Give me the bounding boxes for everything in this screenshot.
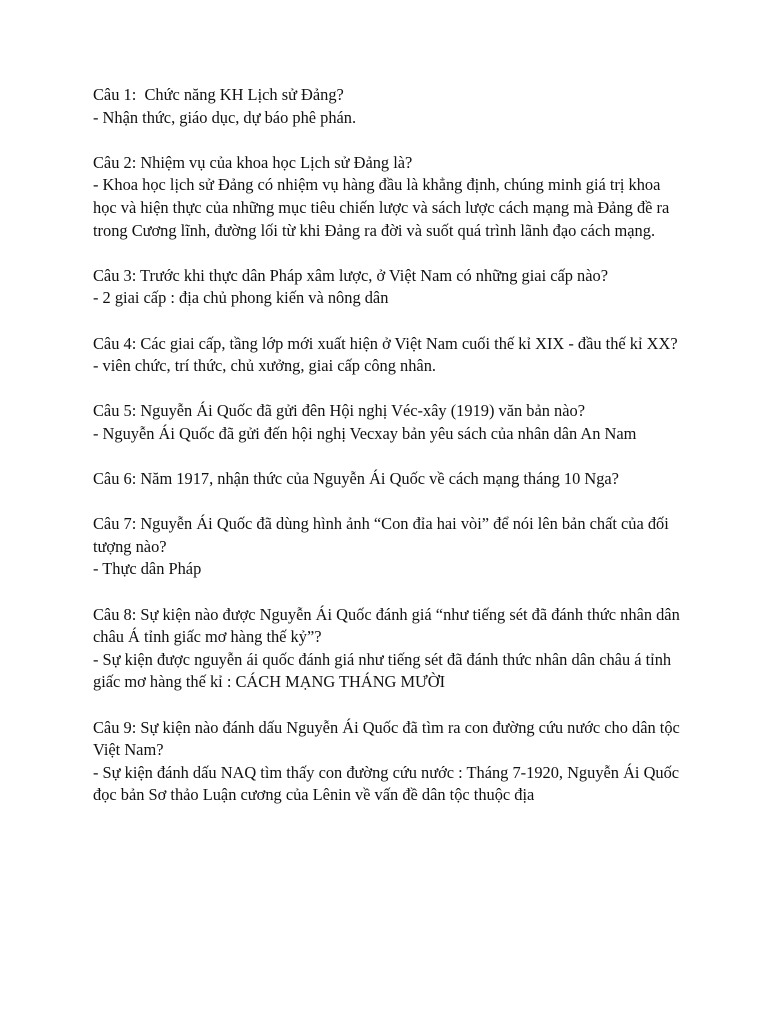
question-text: Câu 5: Nguyễn Ái Quốc đã gửi đên Hội nghị Véc-xây (1919) văn bản nào? — [93, 401, 585, 421]
qa-item — [93, 468, 683, 491]
answer-text: - 2 giai cấp : địa chủ phong kiến và nông dân — [93, 288, 389, 308]
question-text: Câu 7: Nguyễn Ái Quốc đã dùng hình ảnh “Con đỉa hai vòi” để nói lên bản chất của đối tượng nào? — [93, 514, 673, 556]
document-page — [93, 84, 683, 830]
question-text: Câu 2: Nhiệm vụ của khoa học Lịch sử Đảng là? — [93, 152, 413, 172]
question-text: Câu 1: Chức năng KH Lịch sử Đảng? — [93, 85, 344, 104]
answer-text: - Sự kiện được nguyễn ái quốc đánh giá như tiếng sét đã đánh thức nhân dân châu á tỉnh giấc mơ hàng thế kỉ : CÁCH MẠNG THÁNG MƯỜI — [93, 649, 676, 692]
qa-item — [93, 513, 683, 581]
answer-text: - Nhận thức, giáo dục, dự báo phê phán. — [93, 107, 357, 127]
qa-item — [93, 400, 683, 445]
answer-text: - Thực dân Pháp — [93, 559, 202, 579]
qa-item — [93, 604, 683, 694]
question-text: Câu 6: Năm 1917, nhận thức của Nguyễn Ái Quốc về cách mạng tháng 10 Nga? — [93, 469, 619, 489]
qa-item — [93, 265, 683, 310]
question-text: Câu 3: Trước khi thực dân Pháp xâm lược, ở Việt Nam có những giai cấp nào? — [93, 265, 608, 285]
answer-text: - viên chức, trí thức, chủ xưởng, giai cấp công nhân. — [93, 356, 436, 376]
qa-item — [93, 717, 683, 807]
answer-text: - Sự kiện đánh dấu NAQ tìm thấy con đường cứu nước : Tháng 7-1920, Nguyễn Ái Quốc đọc bản Sơ thảo Luận cương của Lênin về vấn đề dân tộc thuộc địa — [93, 762, 684, 805]
answer-text: - Khoa học lịch sử Đảng có nhiệm vụ hàng đầu là khẳng định, chúng minh giá trị khoa học và hiện thực của những mục tiêu chiến lược và sách lược cách mạng mà Đảng đề ra trong Cương lĩnh, đường lối từ khi Đảng ra đời và suốt quá trình lãnh đạo cách mạng. — [93, 175, 674, 240]
answer-text: - Nguyễn Ái Quốc đã gửi đến hội nghị Vecxay bản yêu sách của nhân dân An Nam — [93, 423, 637, 443]
question-text: Câu 8: Sự kiện nào được Nguyễn Ái Quốc đánh giá “như tiếng sét đã đánh thức nhân dân châu Á tỉnh giấc mơ hàng thế kỷ”? — [93, 604, 684, 647]
question-text: Câu 4: Các giai cấp, tầng lớp mới xuất hiện ở Việt Nam cuối thế kỉ XIX - đầu thế kỉ XX? — [93, 333, 678, 353]
qa-item — [93, 152, 683, 242]
question-text: Câu 9: Sự kiện nào đánh dấu Nguyễn Ái Quốc đã tìm ra con đường cứu nước cho dân tộc Việt Nam? — [93, 717, 684, 760]
qa-item — [93, 84, 683, 129]
qa-item — [93, 333, 683, 378]
